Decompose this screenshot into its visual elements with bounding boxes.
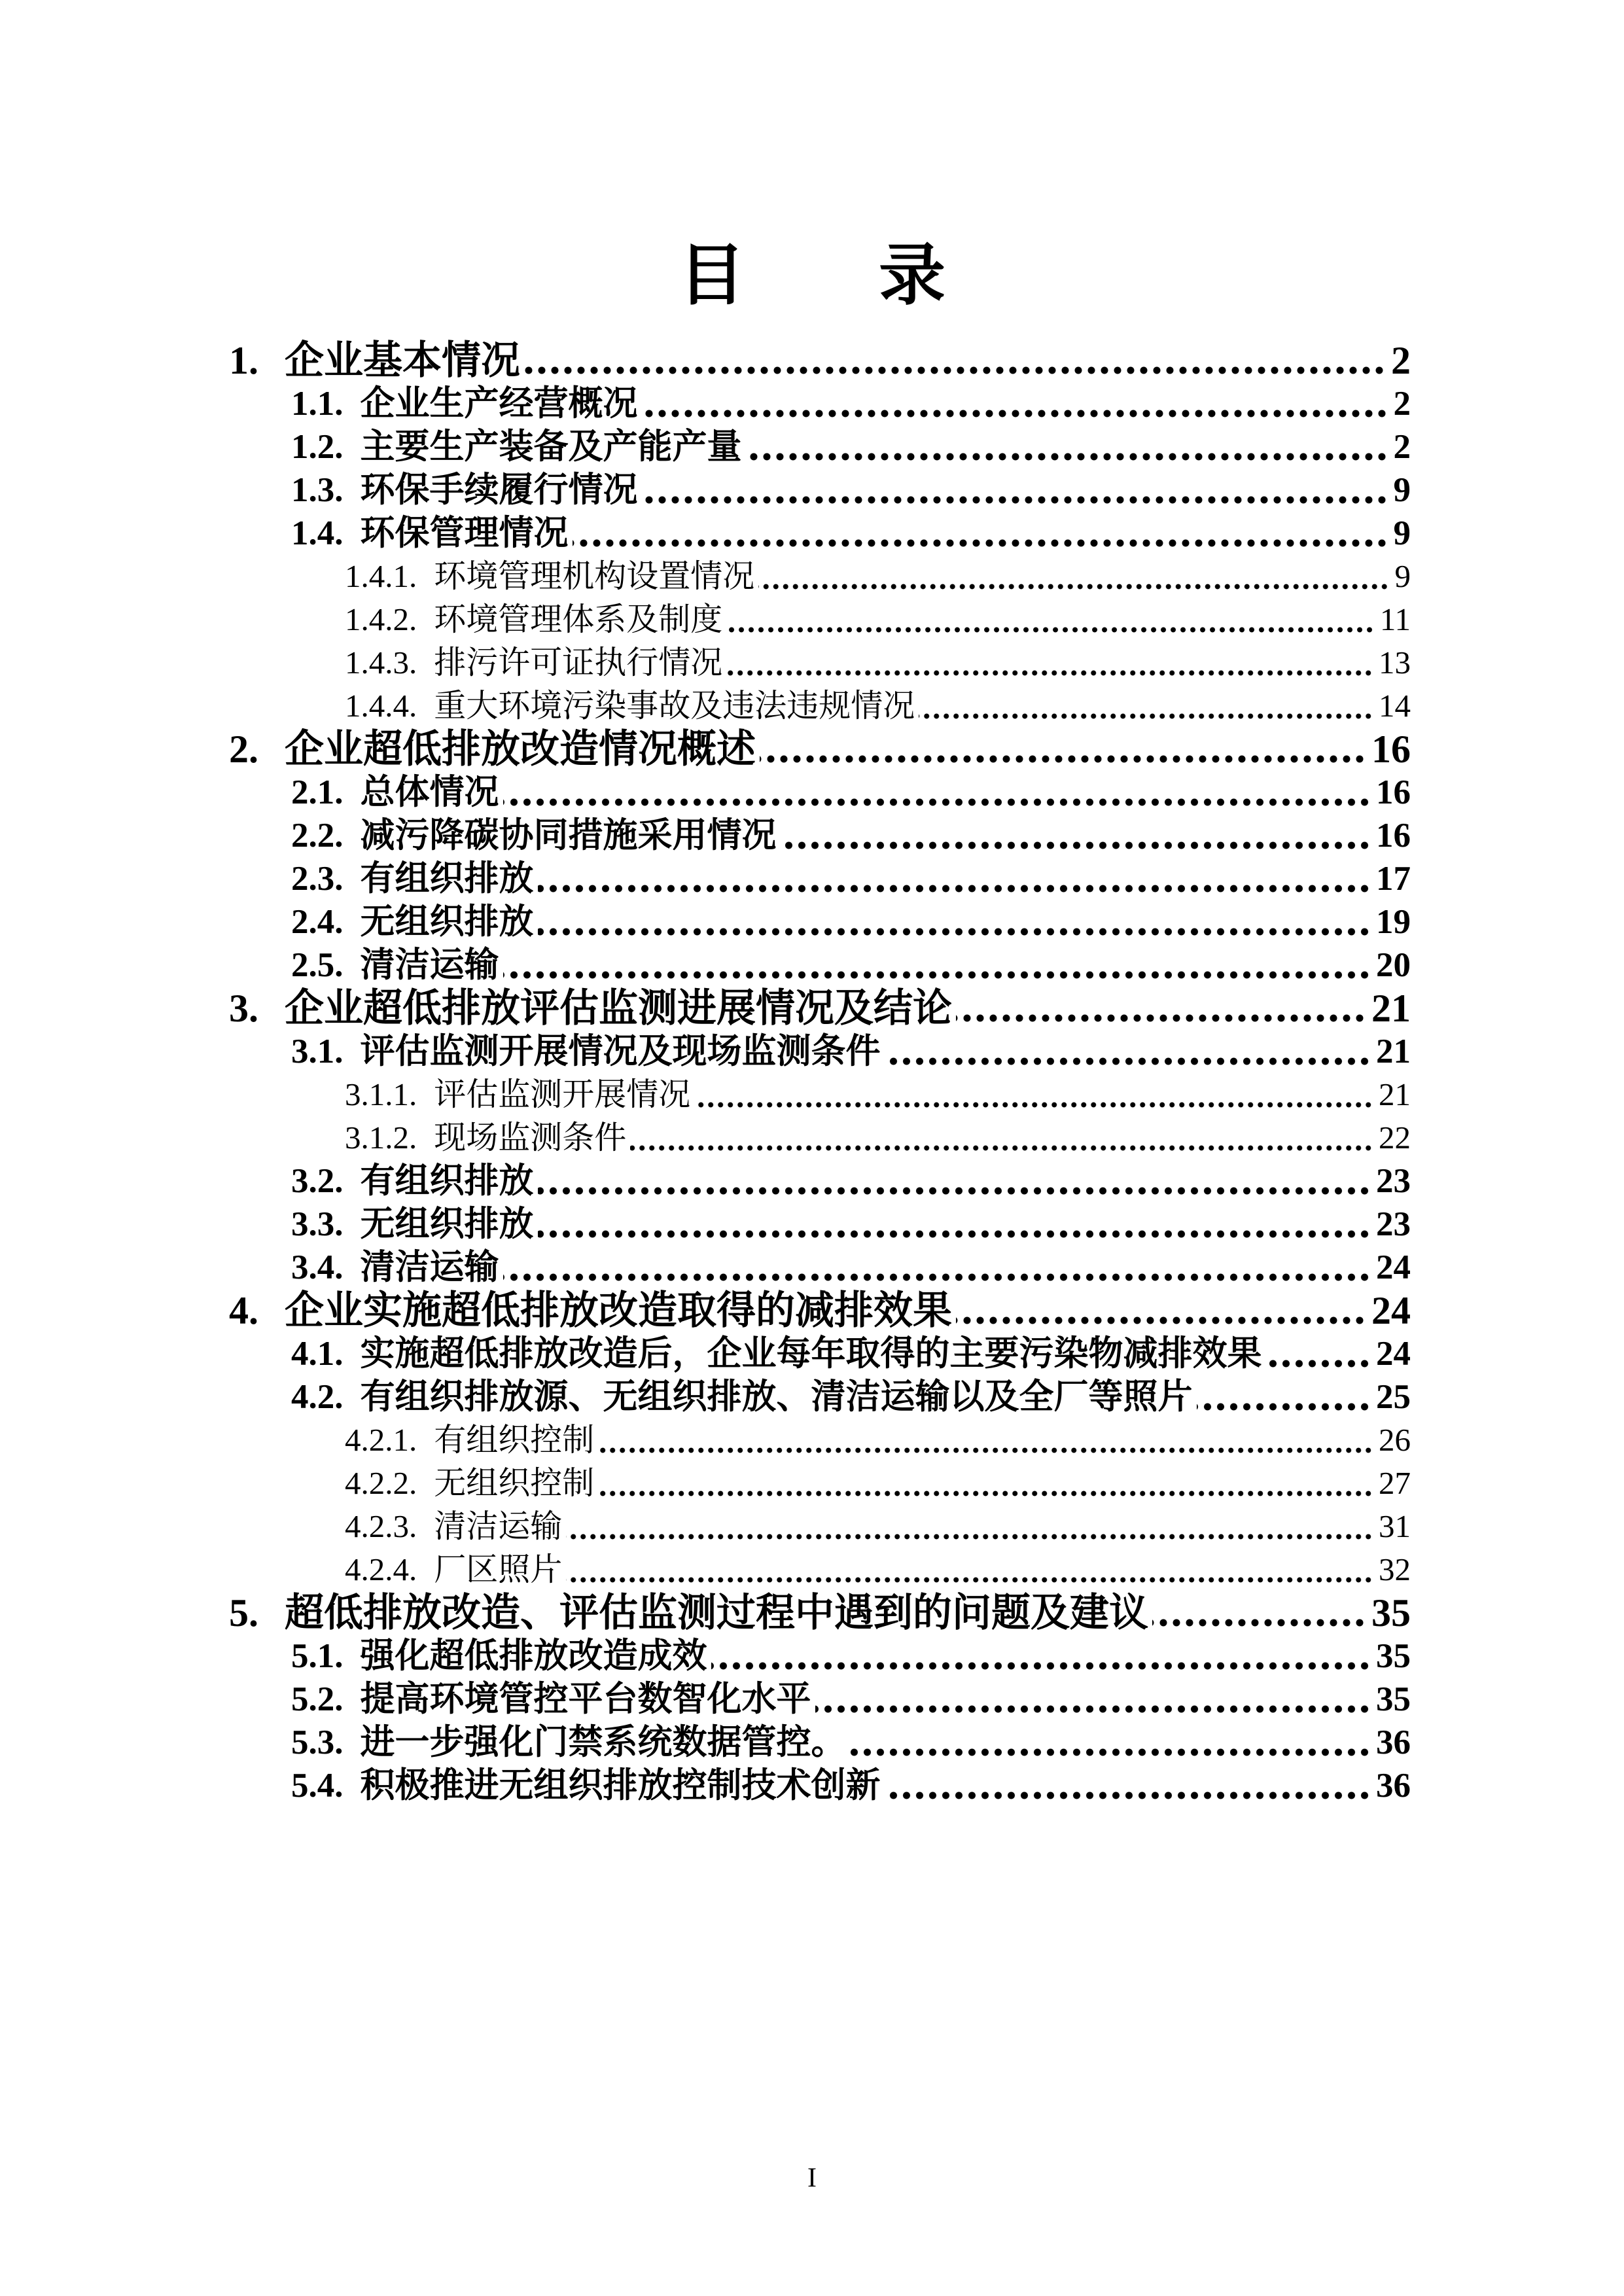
toc-entry-number: 4.2.2. xyxy=(345,1465,417,1501)
dot-leader xyxy=(503,970,1371,980)
toc-entry-page-number: 23 xyxy=(1376,1205,1411,1243)
toc-entry[interactable] xyxy=(229,684,1411,728)
toc-entry-page-number: 11 xyxy=(1379,601,1411,637)
toc-entry[interactable] xyxy=(229,339,1411,382)
toc-entry-number: 2. xyxy=(229,728,258,771)
toc-entry[interactable] xyxy=(229,771,1411,814)
toc-entry-label: 无组织排放 xyxy=(360,903,534,941)
toc-entry[interactable] xyxy=(229,1721,1411,1764)
toc-entry-number: 5. xyxy=(229,1591,258,1634)
toc-entry[interactable] xyxy=(229,1289,1411,1332)
dot-leader xyxy=(781,841,1371,850)
toc-entry-number: 2.3. xyxy=(291,860,344,898)
dot-leader xyxy=(573,539,1388,548)
dot-leader xyxy=(885,1057,1371,1066)
toc-entry-page-number: 17 xyxy=(1376,860,1411,898)
toc-entry-number: 3. xyxy=(229,987,258,1030)
toc-entry-number: 2.5. xyxy=(291,946,344,984)
toc-entry-number: 4.2.4. xyxy=(345,1551,417,1587)
toc-entry[interactable] xyxy=(229,1548,1411,1591)
toc-entry-page-number: 23 xyxy=(1376,1162,1411,1200)
dot-leader xyxy=(1266,1359,1371,1368)
toc-entry[interactable] xyxy=(229,1159,1411,1203)
toc-entry-number: 4.2.1. xyxy=(345,1422,417,1458)
toc-entry-label: 有组织控制 xyxy=(434,1422,595,1458)
toc-entry[interactable] xyxy=(229,1332,1411,1375)
toc-entry-number: 5.2. xyxy=(291,1680,344,1718)
dot-leader xyxy=(956,1316,1366,1325)
dot-leader xyxy=(598,1447,1373,1453)
toc-entry-label: 有组织排放 xyxy=(360,1162,534,1200)
toc-entry-number: 1.4.2. xyxy=(345,601,417,637)
dot-leader xyxy=(726,670,1373,676)
toc-entry-label: 实施超低排放改造后，企业每年取得的主要污染物减排效果 xyxy=(360,1335,1262,1373)
toc-entry[interactable] xyxy=(229,1419,1411,1462)
toc-entry-number: 3.4. xyxy=(291,1248,344,1286)
dot-leader xyxy=(1197,1402,1371,1411)
toc-entry[interactable] xyxy=(229,944,1411,987)
dot-leader xyxy=(538,1229,1371,1239)
dot-leader xyxy=(956,1014,1366,1023)
toc-entry-number: 4.2.3. xyxy=(345,1508,417,1544)
dot-leader xyxy=(694,1102,1373,1108)
toc-entry-label: 重大环境污染事故及违法违规情况 xyxy=(434,688,915,724)
toc-entry-label: 环保手续履行情况 xyxy=(360,471,638,509)
toc-entry-page-number: 21 xyxy=(1376,1033,1411,1070)
toc-entry[interactable] xyxy=(229,641,1411,684)
dot-leader xyxy=(711,1661,1371,1670)
toc-entry-label: 积极推进无组织排放控制技术创新 xyxy=(360,1767,881,1805)
toc-entry-label: 总体情况 xyxy=(360,773,499,811)
toc-entry-label: 排污许可证执行情况 xyxy=(434,645,723,680)
dot-leader xyxy=(919,713,1373,719)
toc-entry-page-number: 22 xyxy=(1379,1120,1411,1156)
dot-leader xyxy=(538,1186,1371,1195)
toc-entry-number: 4.2. xyxy=(291,1378,344,1416)
dot-leader xyxy=(642,409,1388,418)
toc-entry[interactable] xyxy=(229,1634,1411,1678)
toc-entry[interactable] xyxy=(229,1030,1411,1073)
toc-entry[interactable] xyxy=(229,1678,1411,1721)
toc-entry[interactable] xyxy=(229,1246,1411,1289)
toc-entry-page-number: 9 xyxy=(1394,558,1411,594)
toc-entry-number: 4. xyxy=(229,1289,258,1332)
toc-entry-label: 环境管理体系及制度 xyxy=(434,601,723,637)
toc-entry[interactable] xyxy=(229,1116,1411,1159)
toc-entry-page-number: 35 xyxy=(1376,1680,1411,1718)
toc-entry-page-number: 2 xyxy=(1393,385,1411,423)
toc-entry-page-number: 19 xyxy=(1376,903,1411,941)
dot-leader xyxy=(758,584,1389,590)
toc-entry-number: 1.4.3. xyxy=(345,645,417,680)
toc-entry[interactable] xyxy=(229,468,1411,512)
toc-entry-label: 无组织排放 xyxy=(360,1205,534,1243)
toc-entry-number: 5.4. xyxy=(291,1767,344,1805)
toc-entry-page-number: 16 xyxy=(1371,728,1411,771)
page-title: 目 录 xyxy=(679,239,945,313)
toc-entry-number: 1.1. xyxy=(291,385,344,423)
toc-entry-number: 3.1. xyxy=(291,1033,344,1070)
toc-entry-page-number: 21 xyxy=(1371,987,1411,1030)
toc-entry[interactable] xyxy=(229,814,1411,857)
toc-entry-number: 1. xyxy=(229,339,258,382)
toc-entry-page-number: 9 xyxy=(1393,514,1411,552)
toc-entry-label: 评估监测开展情况 xyxy=(434,1076,691,1112)
toc-entry-label: 企业超低排放评估监测进展情况及结论 xyxy=(285,987,952,1030)
toc-entry[interactable] xyxy=(229,987,1411,1030)
toc-entry-number: 2.1. xyxy=(291,773,344,811)
toc-entry-page-number: 24 xyxy=(1371,1289,1411,1332)
dot-leader xyxy=(524,366,1386,375)
toc-entry-label: 减污降碳协同措施采用情况 xyxy=(360,817,777,855)
toc-entry-number: 1.3. xyxy=(291,471,344,509)
toc-entry-page-number: 13 xyxy=(1379,645,1411,680)
toc-entry-page-number: 32 xyxy=(1379,1551,1411,1587)
dot-leader xyxy=(746,452,1388,461)
toc-entry-page-number: 31 xyxy=(1379,1508,1411,1544)
dot-leader xyxy=(850,1748,1371,1757)
table-of-contents xyxy=(229,339,1411,1807)
toc-entry-page-number: 35 xyxy=(1376,1637,1411,1675)
toc-entry[interactable] xyxy=(229,1764,1411,1807)
toc-entry-number: 3.3. xyxy=(291,1205,344,1243)
toc-entry-page-number: 9 xyxy=(1393,471,1411,509)
toc-entry-number: 2.2. xyxy=(291,817,344,855)
dot-leader xyxy=(815,1704,1371,1714)
toc-entry-page-number: 24 xyxy=(1376,1248,1411,1286)
toc-entry-label: 主要生产装备及产能产量 xyxy=(360,428,742,466)
toc-entry[interactable] xyxy=(229,598,1411,641)
toc-entry-number: 2.4. xyxy=(291,903,344,941)
dot-leader xyxy=(566,1534,1373,1540)
toc-entry-page-number: 36 xyxy=(1376,1723,1411,1761)
toc-entry-page-number: 2 xyxy=(1393,428,1411,466)
footer-page-number: I xyxy=(807,2163,817,2193)
toc-entry-label: 强化超低排放改造成效 xyxy=(360,1637,707,1675)
dot-leader xyxy=(598,1491,1373,1496)
toc-entry-number: 1.4.1. xyxy=(345,558,417,594)
dot-leader xyxy=(642,495,1388,504)
toc-entry[interactable] xyxy=(229,1073,1411,1116)
toc-entry[interactable] xyxy=(229,425,1411,468)
toc-entry-label: 企业超低排放改造情况概述 xyxy=(285,728,756,771)
toc-entry-label: 企业实施超低排放改造取得的减排效果 xyxy=(285,1289,952,1332)
toc-entry-label: 现场监测条件 xyxy=(434,1120,627,1156)
toc-entry-label: 厂区照片 xyxy=(434,1551,563,1587)
toc-entry-page-number: 36 xyxy=(1376,1767,1411,1805)
toc-entry-number: 5.3. xyxy=(291,1723,344,1761)
toc-entry-label: 环保管理情况 xyxy=(360,514,569,552)
toc-entry-number: 3.1.2. xyxy=(345,1120,417,1156)
dot-leader xyxy=(566,1577,1373,1583)
toc-entry-page-number: 21 xyxy=(1379,1076,1411,1112)
toc-entry[interactable] xyxy=(229,900,1411,944)
toc-entry-label: 企业基本情况 xyxy=(285,339,520,382)
toc-entry-label: 企业生产经营概况 xyxy=(360,385,638,423)
toc-entry-label: 清洁运输 xyxy=(360,1248,499,1286)
toc-entry[interactable] xyxy=(229,1591,1411,1634)
toc-entry-page-number: 2 xyxy=(1391,339,1411,382)
toc-entry-label: 超低排放改造、评估监测过程中遇到的问题及建议 xyxy=(285,1591,1148,1634)
toc-entry[interactable] xyxy=(229,382,1411,425)
toc-entry-page-number: 27 xyxy=(1379,1465,1411,1501)
toc-entry-page-number: 16 xyxy=(1376,817,1411,855)
toc-entry-page-number: 35 xyxy=(1371,1591,1411,1634)
toc-entry-label: 进一步强化门禁系统数据管控。 xyxy=(360,1723,846,1761)
toc-entry[interactable] xyxy=(229,555,1411,598)
toc-entry-number: 1.4. xyxy=(291,514,344,552)
toc-entry-number: 4.1. xyxy=(291,1335,344,1373)
toc-entry-page-number: 26 xyxy=(1379,1422,1411,1458)
toc-entry-label: 清洁运输 xyxy=(434,1508,563,1544)
toc-entry-page-number: 25 xyxy=(1376,1378,1411,1416)
dot-leader xyxy=(726,627,1375,633)
toc-entry-label: 有组织排放源、无组织排放、清洁运输以及全厂等照片 xyxy=(360,1378,1193,1416)
dot-leader xyxy=(538,927,1371,936)
toc-entry-page-number: 14 xyxy=(1379,688,1411,724)
toc-entry[interactable] xyxy=(229,728,1411,771)
dot-leader xyxy=(630,1145,1373,1151)
toc-entry-number: 3.2. xyxy=(291,1162,344,1200)
toc-entry-page-number: 20 xyxy=(1376,946,1411,984)
toc-entry-label: 清洁运输 xyxy=(360,946,499,984)
toc-entry-number: 5.1. xyxy=(291,1637,344,1675)
toc-entry[interactable] xyxy=(229,1505,1411,1548)
toc-entry-number: 3.1.1. xyxy=(345,1076,417,1112)
toc-entry-label: 无组织控制 xyxy=(434,1465,595,1501)
dot-leader xyxy=(885,1791,1371,1800)
toc-entry[interactable] xyxy=(229,1462,1411,1505)
toc-entry-number: 1.4.4. xyxy=(345,688,417,724)
toc-entry-label: 环境管理机构设置情况 xyxy=(434,558,755,594)
toc-entry-label: 评估监测开展情况及现场监测条件 xyxy=(360,1033,881,1070)
dot-leader xyxy=(1152,1618,1366,1627)
dot-leader xyxy=(538,884,1371,893)
toc-entry-number: 1.2. xyxy=(291,428,344,466)
toc-entry-label: 提高环境管控平台数智化水平 xyxy=(360,1680,811,1718)
toc-entry-page-number: 24 xyxy=(1376,1335,1411,1373)
toc-entry-page-number: 16 xyxy=(1376,773,1411,811)
toc-entry[interactable] xyxy=(229,1203,1411,1246)
toc-entry[interactable] xyxy=(229,512,1411,555)
toc-entry[interactable] xyxy=(229,1375,1411,1419)
dot-leader xyxy=(760,754,1366,764)
dot-leader xyxy=(503,798,1371,807)
toc-entry[interactable] xyxy=(229,857,1411,900)
dot-leader xyxy=(503,1273,1371,1282)
toc-entry-label: 有组织排放 xyxy=(360,860,534,898)
